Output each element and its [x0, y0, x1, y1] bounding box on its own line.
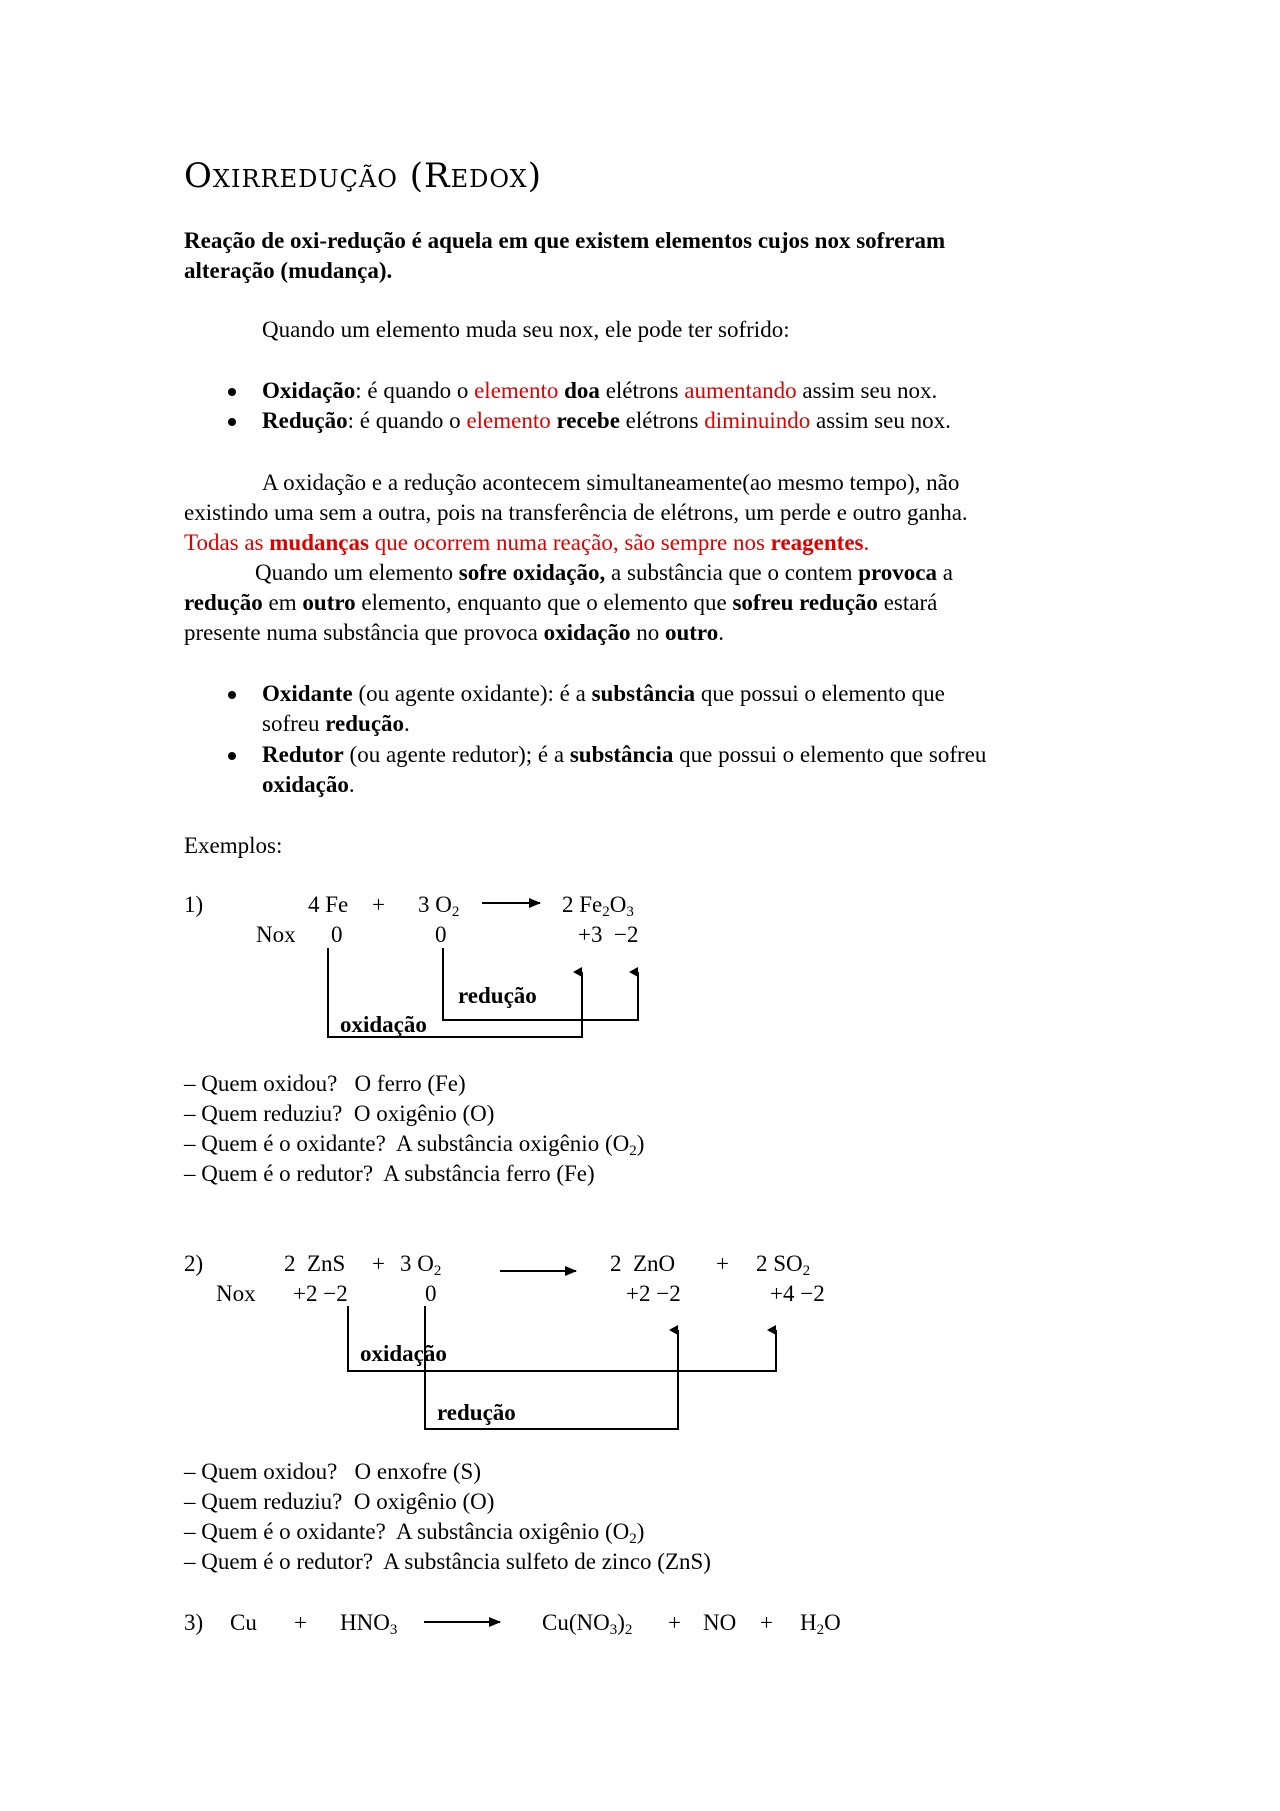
ex3-plus-1: +	[294, 1610, 307, 1635]
definition-line-2: alteração (mudança).	[184, 258, 393, 283]
ex3-cu: Cu	[230, 1610, 257, 1635]
ex3-hno3: $HNO_3$	[340, 1610, 398, 1638]
examples-label: Exemplos:	[184, 833, 283, 858]
ex1-nox-label: Nox	[256, 922, 296, 947]
ex3-plus-2: +	[668, 1610, 681, 1635]
ex3-no: NO	[703, 1610, 737, 1635]
ex1-o2: 3 $O_2$	[418, 892, 460, 920]
ex1-label-oxidacao: oxidação	[340, 1012, 427, 1037]
ex2-nox-zno: +2 −2	[626, 1281, 681, 1306]
ex1-question-4: – Quem é o redutor? A substância ferro (Fe)	[184, 1161, 595, 1186]
ex2-plus-1: +	[372, 1251, 385, 1276]
bullet-redutor: Redutor (ou agente redutor); é a substância que possui o elemento que sofreu	[262, 742, 987, 767]
ex1-fe: 4 Fe	[308, 892, 349, 917]
para2-line-3: presente numa substância que provoca oxidação no outro.	[184, 620, 724, 645]
ex2-nox-zns: +2 −2	[293, 1281, 348, 1306]
bullet-reducao: Redução: é quando o elemento recebe elétrons diminuindo assim seu nox.	[262, 408, 951, 433]
para2-line-2: redução em outro elemento, enquanto que o elemento que sofreu redução estará	[184, 590, 938, 615]
ex1-product: 2 $Fe_2O_3$	[562, 892, 634, 920]
ex2-question-2: – Quem reduziu? O oxigênio (O)	[184, 1489, 495, 1514]
para1-line-3: Todas as mudanças que ocorrem numa reação, são sempre nos reagentes.	[184, 530, 870, 555]
ex2-nox-so2: +4 −2	[770, 1281, 825, 1306]
ex2-zno: 2 ZnO	[610, 1251, 676, 1276]
ex1-plus: +	[372, 892, 385, 917]
ex2-label-reducao: redução	[437, 1400, 516, 1425]
ex2-question-1: – Quem oxidou? O enxofre (S)	[184, 1459, 482, 1484]
para1-line-1: A oxidação e a redução acontecem simultaneamente(ao mesmo tempo), não	[262, 470, 960, 495]
ex3-cuno3: $Cu(NO_3)_2$	[542, 1610, 633, 1638]
bullet-oxidante: Oxidante (ou agente oxidante): é a substância que possui o elemento que	[262, 681, 945, 706]
bullet-oxidante-line-2: sofreu redução.	[262, 711, 410, 736]
ex2-question-3: – Quem é o oxidante? A substância oxigênio $(O_2)$	[184, 1519, 645, 1547]
ex2-nox-label: Nox	[216, 1281, 256, 1306]
ex2-nox-o2: 0	[425, 1281, 437, 1306]
ex2-question-4: – Quem é o redutor? A substância sulfeto de zinco (ZnS)	[184, 1549, 711, 1574]
ex2-label-oxidacao: oxidação	[360, 1341, 447, 1366]
ex2-number: 2)	[184, 1251, 204, 1276]
ex3-h2o: $H_2O$	[800, 1610, 841, 1638]
ex1-reduction-bracket	[443, 948, 638, 1020]
ex1-nox-product: +3 −2	[578, 922, 639, 947]
ex1-label-reducao: redução	[458, 983, 537, 1008]
ex3-number: 3)	[184, 1610, 204, 1635]
ex2-zns: 2 ZnS	[284, 1251, 346, 1276]
bullet-oxidacao: Oxidação: é quando o elemento doa elétrons aumentando assim seu nox.	[262, 378, 938, 403]
ex2-so2: 2 $SO_2$	[756, 1251, 811, 1279]
definition-line-1: Reação de oxi-redução é aquela em que existem elementos cujos nox sofreram	[184, 228, 946, 253]
ex1-nox-fe: 0	[331, 922, 343, 947]
para2-line-1: Quando um elemento sofre oxidação, a substância que o contem provoca a	[255, 560, 953, 585]
ex2-plus-2: +	[716, 1251, 729, 1276]
para1-line-2: existindo uma sem a outra, pois na transferência de elétrons, um perde e outro ganha.	[184, 500, 968, 525]
page-title: Oxirredução (Redox)	[184, 156, 542, 196]
ex2-o2: 3 $O_2$	[400, 1251, 442, 1279]
ex1-oxidation-bracket	[328, 948, 582, 1037]
ex1-question-2: – Quem reduziu? O oxigênio (O)	[184, 1101, 495, 1126]
ex1-number: 1)	[184, 892, 204, 917]
ex3-plus-3: +	[760, 1610, 773, 1635]
ex1-nox-o: 0	[435, 922, 447, 947]
ex1-question-3: – Quem é o oxidante? A substância oxigênio $(O_2)$	[184, 1131, 645, 1159]
intro-text: Quando um elemento muda seu nox, ele pode ter sofrido:	[262, 317, 790, 342]
ex1-question-1: – Quem oxidou? O ferro (Fe)	[184, 1071, 466, 1096]
bullet-redutor-line-2: oxidação.	[262, 772, 355, 797]
